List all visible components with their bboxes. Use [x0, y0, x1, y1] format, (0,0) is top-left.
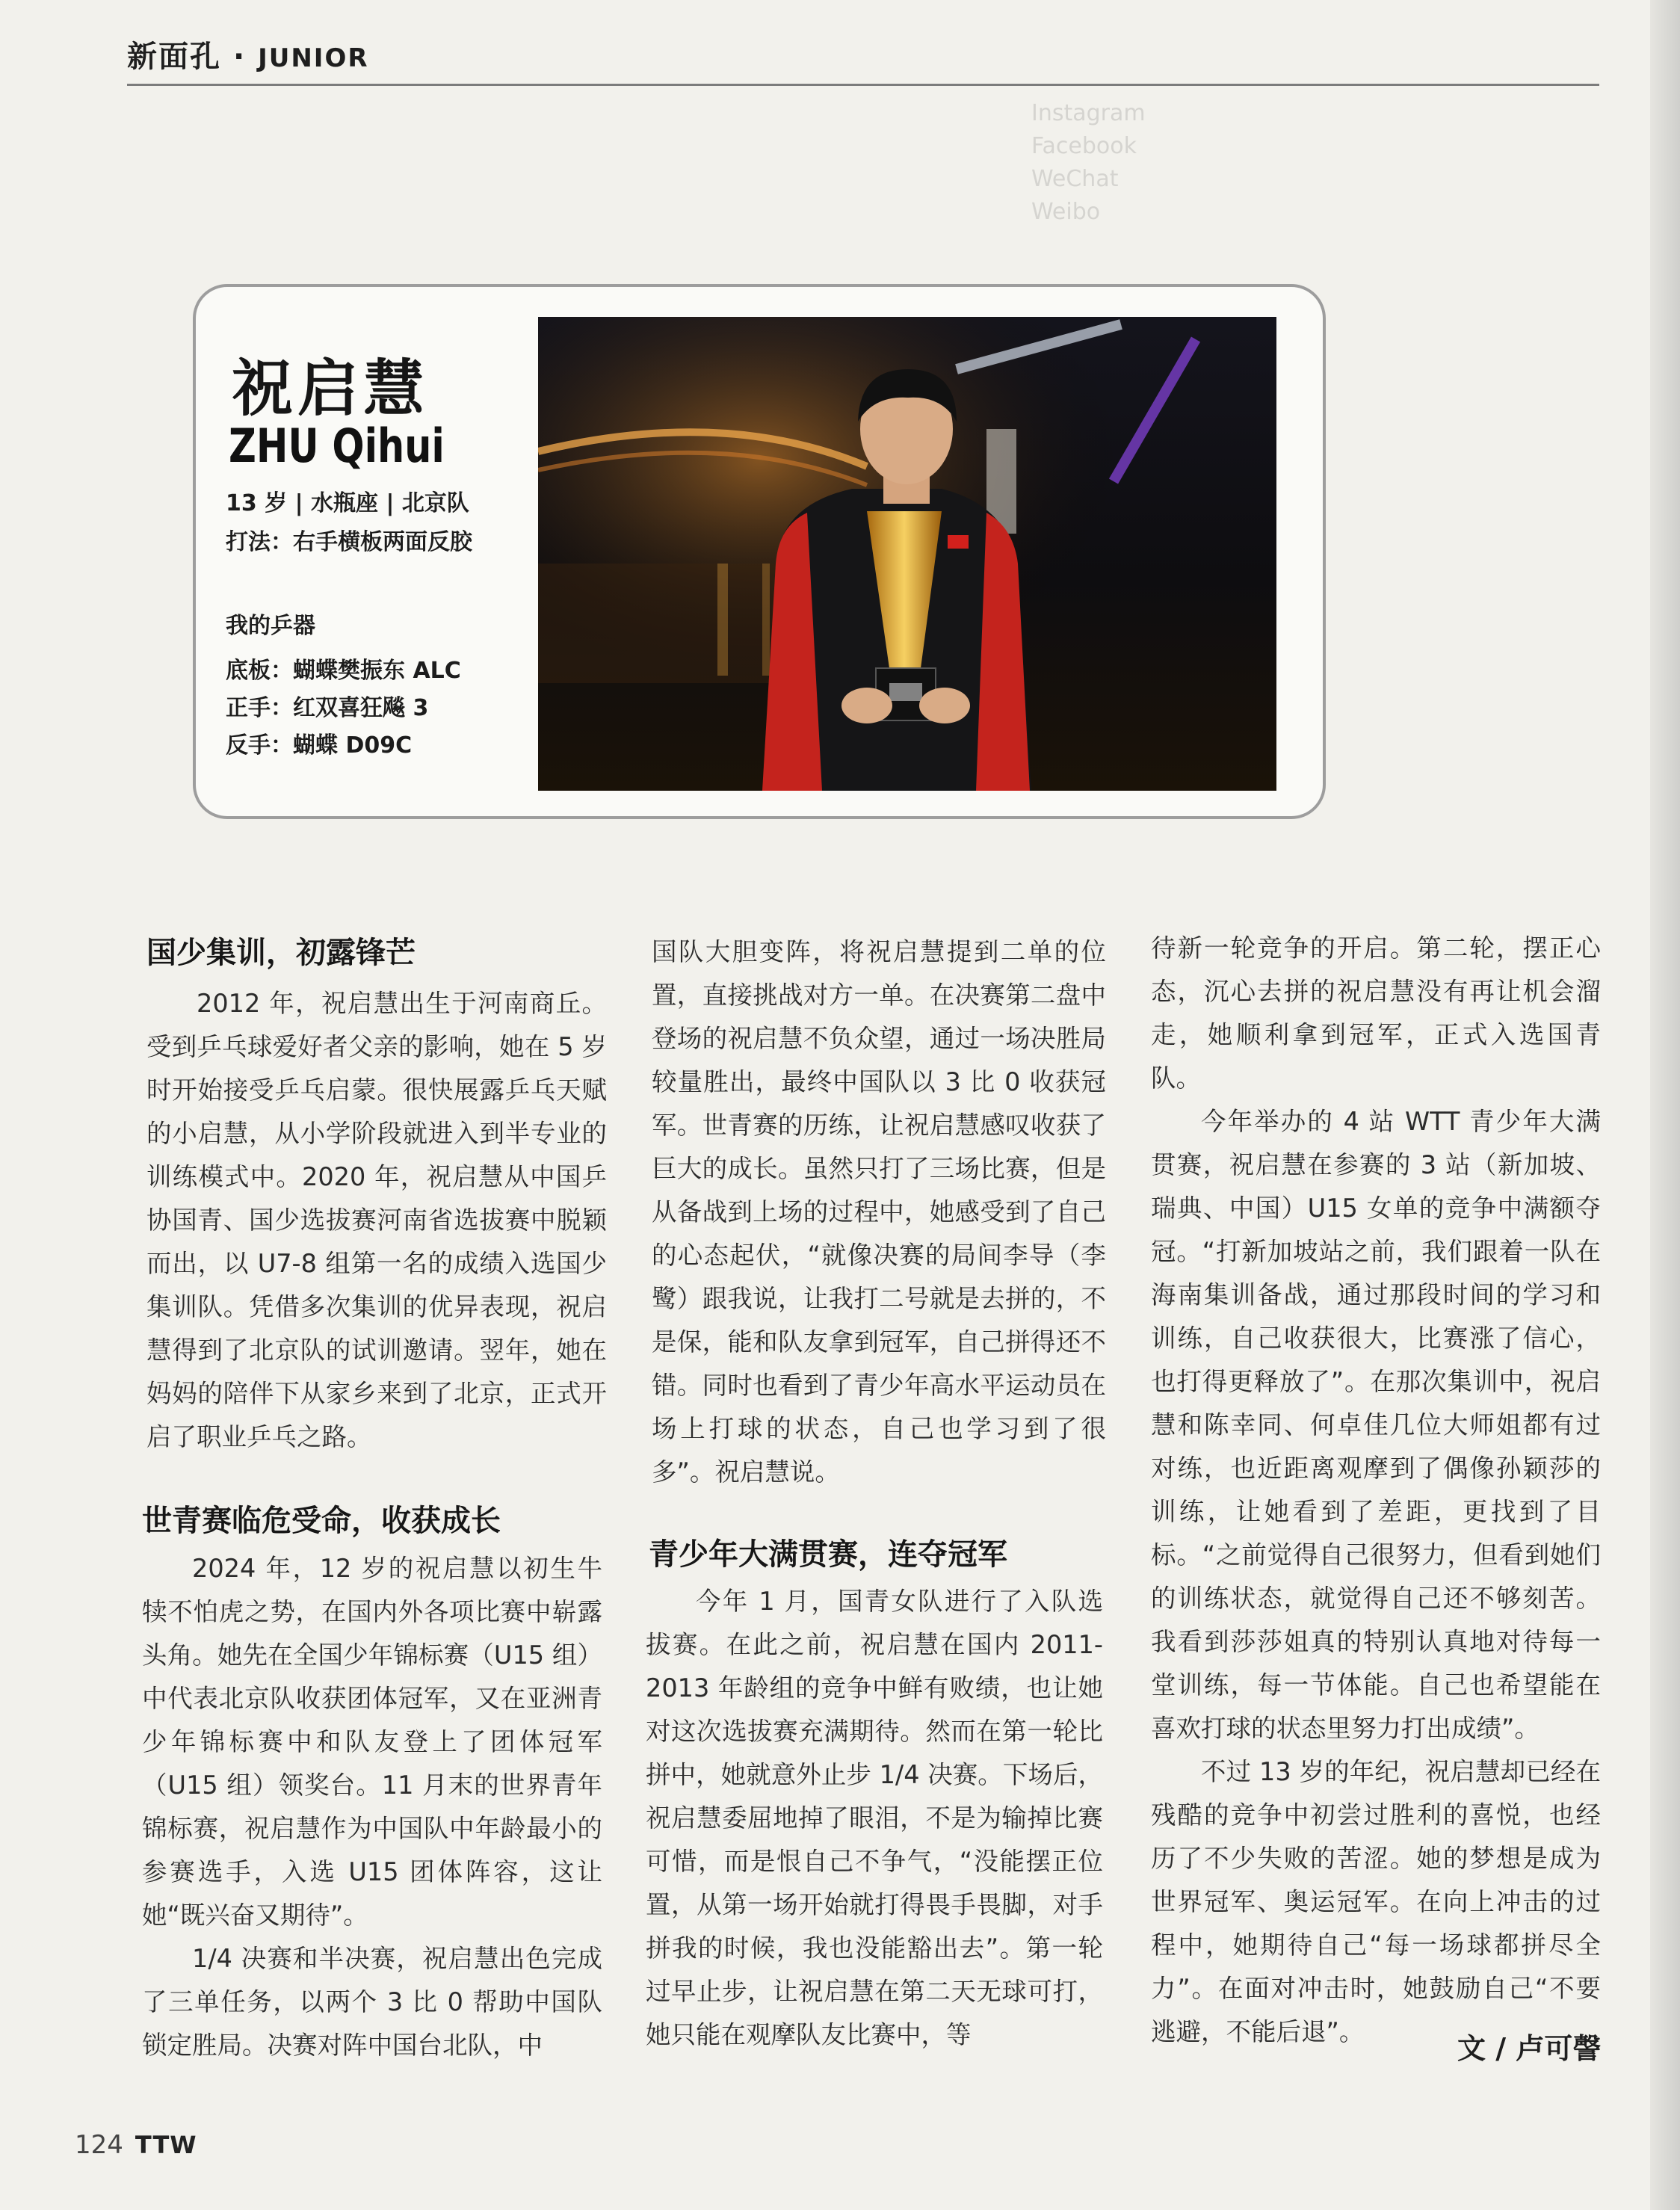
player-name-en: ZHU Qihui — [229, 419, 445, 473]
heading-1: 国少集训，初露锋芒 — [146, 936, 416, 970]
heading-3: 青少年大满贯赛，连夺冠军 — [649, 1537, 1007, 1572]
player-photo — [538, 317, 1276, 791]
paragraph: 待新一轮竞争的开启。第二轮，摆正心态，沉心去拼的祝启慧没有再让机会溜走，她顺利拿到冠军，正式入选国青队。 — [1151, 933, 1601, 1093]
equipment-backhand: 反手：蝴蝶 D09C — [226, 732, 413, 759]
magazine-name: TTW — [135, 2131, 197, 2159]
paragraph: 2024 年，12 岁的祝启慧以初生牛犊不怕虎之势，在国内外各项比赛中崭露头角。她先在全国少年锦标赛（U15 组）中代表北京队收获团体冠军，又在亚洲青少年锦标赛中和队友登上了团体冠军（U15 组）领奖台。11 月末的世界青年锦标赛，祝启慧作为中国队中年龄最小的参赛选手，入选 U15 团体阵容，这让她“既兴奋又期待”。 — [142, 1554, 602, 1930]
header-rule — [127, 84, 1599, 86]
section-header — [127, 33, 369, 75]
section-name-en: JUNIOR — [258, 43, 369, 73]
article-column-1-part-2 — [142, 1547, 602, 2067]
player-meta: 13 岁 | 水瓶座 | 北京队 — [226, 490, 469, 516]
page-number: 124 — [75, 2130, 123, 2160]
paragraph: 1/4 决赛和半决赛，祝启慧出色完成了三单任务，以两个 3 比 0 帮助中国队锁定胜局。决赛对阵中国台北队，中 — [142, 1944, 602, 2060]
heading-2: 世青赛临危受命，收获成长 — [142, 1504, 501, 1538]
paragraph: 2012 年，祝启慧出生于河南商丘。受到乒乓球爱好者父亲的影响，她在 5 岁时开始接受乒乓启蒙。很快展露乒乓天赋的小启慧，从小学阶段就进入到半专业的训练模式中。2020 年，祝启慧从中国乒协国青、国少选拔赛河南省选拔赛中脱颖而出，以 U7-8 组第一名的成绩入选国少集训队。凭借多次集训的优异表现，祝启慧得到了北京队的试训邀请。翌年，她在妈妈的陪伴下从家乡来到了北京，正式开启了职业乒乓之路。 — [146, 989, 607, 1451]
equipment-forehand: 正手：红双喜狂飚 3 — [226, 695, 429, 721]
paragraph: 今年举办的 4 站 WTT 青少年大满贯赛，祝启慧在参赛的 3 站（新加坡、瑞典、中国）U15 女单的竞争中满额夺冠。“打新加坡站之前，我们跟着一队在海南集训备战，通过那段时间的学习和训练，自己收获很大，比赛涨了信心，也打得更释放了”。在那次集训中，祝启慧和陈幸同、何卓佳几位大师姐都有过对练，也近距离观摩到了偶像孙颖莎的训练，让她看到了差距，更找到了目标。“之前觉得自己很努力，但看到她们的训练状态，就觉得自己还不够刻苦。我看到莎莎姐真的特别认真地对待每一堂训练，每一节体能。自己也希望能在喜欢打球的状态里努力打出成绩”。 — [1151, 1107, 1601, 1743]
show-through-text: Instagram Facebook WeChat Weibo — [1031, 100, 1146, 225]
paragraph: 国队大胆变阵，将祝启慧提到二单的位置，直接挑战对方一单。在决赛第二盘中登场的祝启慧不负众望，通过一场决胜局较量胜出，最终中国队以 3 比 0 收获冠军。世青赛的历练，让祝启慧感叹收获了巨大的成长。虽然只打了三场比赛，但是从备战到上场的过程中，她感受到了自己的心态起伏，“就像决赛的局间李导（李鹭）跟我说，让我打二号就是去拼的，不是保，能和队友拿到冠军，自己拼得还不错。同时也看到了青少年高水平运动员在场上打球的状态，自己也学习到了很多”。祝启慧说。 — [652, 937, 1106, 1487]
equipment-title: 我的乒器 — [226, 613, 315, 639]
equipment-blade: 底板：蝴蝶樊振东 ALC — [226, 658, 461, 684]
byline: 文 / 卢可謦 — [1457, 2032, 1602, 2065]
section-separator: · — [232, 40, 247, 74]
article-column-2-part-2 — [646, 1580, 1103, 2057]
article-column-1-part-1 — [146, 982, 607, 1459]
player-name-cn: 祝启慧 — [232, 354, 430, 425]
player-style: 打法：右手横板两面反胶 — [226, 529, 472, 555]
article-column-3 — [1151, 927, 1601, 2054]
section-name-cn: 新面孔 — [127, 40, 221, 74]
page-footer — [75, 2130, 197, 2160]
article-column-2-part-1 — [652, 930, 1106, 1494]
page-edge — [1650, 0, 1680, 2210]
paragraph: 今年 1 月，国青女队进行了入队选拔赛。在此之前，祝启慧在国内 2011-2013 年龄组的竞争中鲜有败绩，也让她对这次选拔赛充满期待。然而在第一轮比拼中，她就意外止步 1/4 决赛。下场后，祝启慧委屈地掉了眼泪，不是为输掉比赛可惜，而是恨自己不争气，“没能摆正位置，从第一场开始就打得畏手畏脚，对手拼我的时候，我也没能豁出去”。第一轮过早止步，让祝启慧在第二天无球可打，她只能在观摩队友比赛中，等 — [646, 1587, 1103, 2049]
paragraph: 不过 13 岁的年纪，祝启慧却已经在残酷的竞争中初尝过胜利的喜悦，也经历了不少失败的苦涩。她的梦想是成为世界冠军、奥运冠军。在向上冲击的过程中，她期待自己“每一场球都拼尽全力”。在面对冲击时，她鼓励自己“不要逃避，不能后退”。 — [1151, 1757, 1601, 2046]
